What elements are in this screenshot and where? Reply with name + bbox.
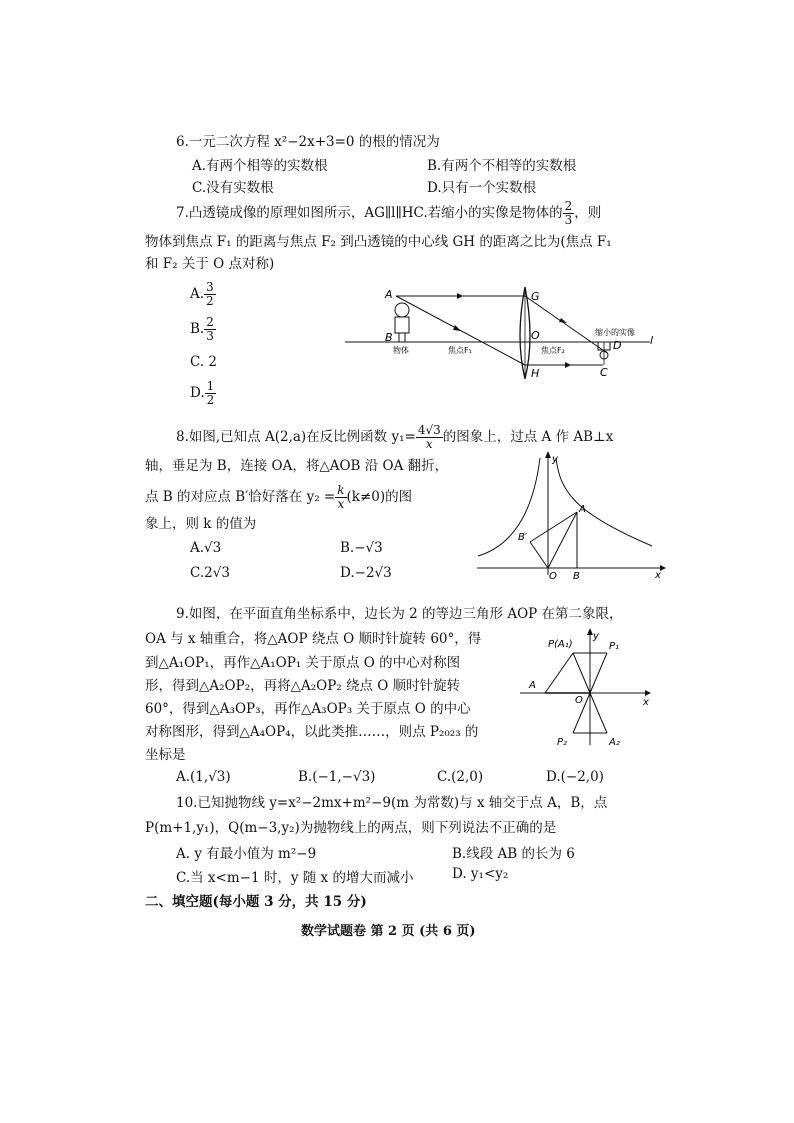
segment-P-A (545, 653, 573, 693)
q9-line2: OA 与 x 轴重合，将△AOP 绕点 O 顺时针旋转 60°，得 (145, 631, 482, 647)
q8-f1-num: 4√3 (417, 423, 441, 437)
q8-line3-tail: (k≠0)的图 (346, 489, 413, 505)
q7-stem-line2: 物体到焦点 F₁ 的距离与焦点 F₂ 到凸透镜的中心线 GH 的距离之比为(焦点 F₁ (145, 234, 612, 250)
q8-line3-text: 点 B 的对应点 B′恰好落在 y₂ = (145, 489, 336, 505)
label-O: O (575, 695, 583, 706)
q7-optD-num: 1 (206, 379, 215, 393)
q7-optB-den: 3 (206, 329, 214, 343)
label-focus2: 焦点F₂ (541, 346, 565, 355)
q8-option-a: A.√3 (190, 540, 222, 556)
q7-stem-line1 (176, 200, 601, 227)
q8-line2: 轴，垂足为 B，连接 OA，将△AOB 沿 OA 翻折， (145, 458, 449, 474)
q10-option-d: D. y₁<y₂ (452, 866, 509, 882)
q8-f2-num: k (337, 483, 345, 497)
q9-line4: 形，得到△A₂OP₂，再将△A₂OP₂ 绕点 O 顺时针旋转 (145, 678, 461, 694)
label-B: B (573, 571, 580, 580)
label-l: l (650, 334, 654, 347)
q7-option-b (190, 316, 216, 343)
q7-optA-frac (204, 281, 216, 308)
label-y: y (552, 454, 558, 465)
label-P-A1: P(A₁) (548, 639, 573, 650)
q7-optA-label: A. (190, 286, 205, 302)
label-G: G (531, 290, 540, 303)
q7-option-a (190, 281, 216, 308)
section-2-heading: 二、填空题(每小题 3 分，共 15 分) (145, 894, 367, 910)
q10-option-c: C.当 x<m−1 时，y 随 x 的增大而减小 (176, 870, 414, 886)
arrow-hc (565, 362, 571, 368)
label-A2: A₂ (609, 737, 620, 748)
object-person-icon (395, 303, 409, 342)
y-axis-arrow (545, 451, 551, 458)
label-A: A (579, 504, 586, 515)
q7-optB-label: B. (190, 321, 205, 337)
q9-option-d: D.(−2,0) (546, 769, 604, 785)
page-footer: 数学试题卷 第 2 页 (共 6 页) (301, 924, 476, 939)
label-image: 缩小的实像 (595, 328, 635, 337)
q9-option-a: A.(1,√3) (176, 769, 231, 785)
q7-stem-line3: 和 F₂ 关于 O 点对称) (145, 256, 275, 272)
label-y: y (593, 631, 599, 642)
q9-line1: 9.如图，在平面直角坐标系中，边长为 2 的等边三角形 AOP 在第二象限， (176, 606, 623, 622)
label-object: 物体 (393, 346, 409, 355)
q7-optD-label: D. (190, 385, 205, 401)
q7-optB-num: 2 (206, 315, 214, 329)
q10-option-b: B.线段 AB 的长为 6 (452, 846, 575, 862)
q8-line1 (176, 424, 613, 451)
arrow-gc (559, 318, 567, 323)
arrow-ag (457, 293, 463, 299)
label-O: O (549, 571, 557, 580)
label-C: C (600, 366, 608, 379)
label-A: A (529, 680, 536, 691)
q9-line3: 到△A₁OP₁，再作△A₁OP₁ 关于原点 O 的中心对称图 (145, 655, 461, 671)
q9-line5: 60°，得到△A₃OP₃，再作△A₃OP₃ 关于原点 O 的中心 (145, 701, 471, 717)
q7-stem-fraction (563, 200, 575, 227)
q8-f1-den: x (425, 437, 433, 451)
q6-stem: 6.一元二次方程 x²−2x+3=0 的根的情况为 (176, 134, 440, 150)
q6-option-d: D.只有一个实数根 (427, 180, 537, 196)
label-B: B (385, 331, 393, 344)
q9-rotation-figure (515, 625, 655, 750)
q7-stem-line1-tail: ，则 (574, 205, 602, 221)
q7-optA-den: 2 (206, 294, 214, 308)
label-H: H (531, 367, 540, 380)
q8-fraction-2 (335, 484, 346, 511)
q7-option-d (190, 380, 216, 407)
q7-optD-frac (205, 380, 217, 407)
label-P2: P₂ (557, 737, 568, 748)
q6-option-c: C.没有实数根 (192, 180, 274, 196)
x-axis-arrow (645, 690, 651, 696)
curve-y1 (556, 458, 652, 546)
q8-line3 (145, 484, 412, 511)
q6-option-a: A.有两个相等的实数根 (192, 158, 328, 174)
segment-B2O (530, 542, 548, 568)
q7-optD-den: 2 (206, 393, 215, 407)
label-B-prime: B′ (518, 532, 528, 543)
label-P1: P₁ (609, 641, 620, 652)
q9-line7: 坐标是 (145, 747, 186, 763)
q9-option-c: C.(2,0) (437, 769, 484, 785)
q8-line1-text: 8.如图,已知点 A(2,a)在反比例函数 y₁= (176, 429, 416, 445)
q9-line6: 对称图形，得到△A₄OP₄，以此类推……，则点 P₂₀₂₃ 的 (145, 724, 479, 740)
label-O: O (531, 329, 540, 342)
q8-option-b: B.−√3 (340, 540, 383, 556)
q9-option-b: B.(−1,−√3) (298, 769, 376, 785)
q7-optB-frac (204, 316, 216, 343)
q7-stem-line1-text: 7.凸透镜成像的原理如图所示，AG∥l∥HC.若缩小的实像是物体的 (176, 205, 563, 221)
q8-f2-den: x (337, 497, 345, 511)
q10-line2: P(m+1,y₁)，Q(m−3,y₂)为抛物线上的两点，则下列说法不正确的是 (145, 820, 557, 836)
q10-line1: 10.已知抛物线 y=x²−2mx+m²−9(m 为常数)与 x 轴交于点 A，B，点 (176, 795, 608, 811)
q7-optA-num: 3 (206, 280, 214, 294)
q8-option-d: D.−2√3 (340, 565, 392, 581)
segment-AB2 (530, 512, 577, 542)
q8-graph-figure (472, 450, 667, 580)
arrow-ah (453, 325, 461, 331)
ray-gc (525, 296, 607, 353)
segment-OA (548, 512, 577, 568)
q7-option-c: C. 2 (190, 354, 218, 370)
q8-line1-tail: 的图象上，过点 A 作 AB⊥x (442, 429, 614, 445)
q7-frac-num: 2 (564, 199, 573, 213)
label-x: x (643, 697, 649, 708)
q7-frac-den: 3 (564, 213, 573, 227)
q6-option-b: B.有两个不相等的实数根 (427, 158, 577, 174)
q8-fraction-1 (416, 424, 443, 451)
label-D: D (613, 339, 622, 352)
q8-line4: 象上，则 k 的值为 (145, 516, 257, 532)
q8-option-c: C.2√3 (190, 565, 230, 581)
label-focus1: 焦点F₁ (448, 346, 472, 355)
q7-lens-figure (345, 283, 665, 383)
q10-option-a: A. y 有最小值为 m²−9 (176, 846, 317, 862)
label-x: x (655, 570, 661, 580)
label-A: A (385, 288, 393, 301)
